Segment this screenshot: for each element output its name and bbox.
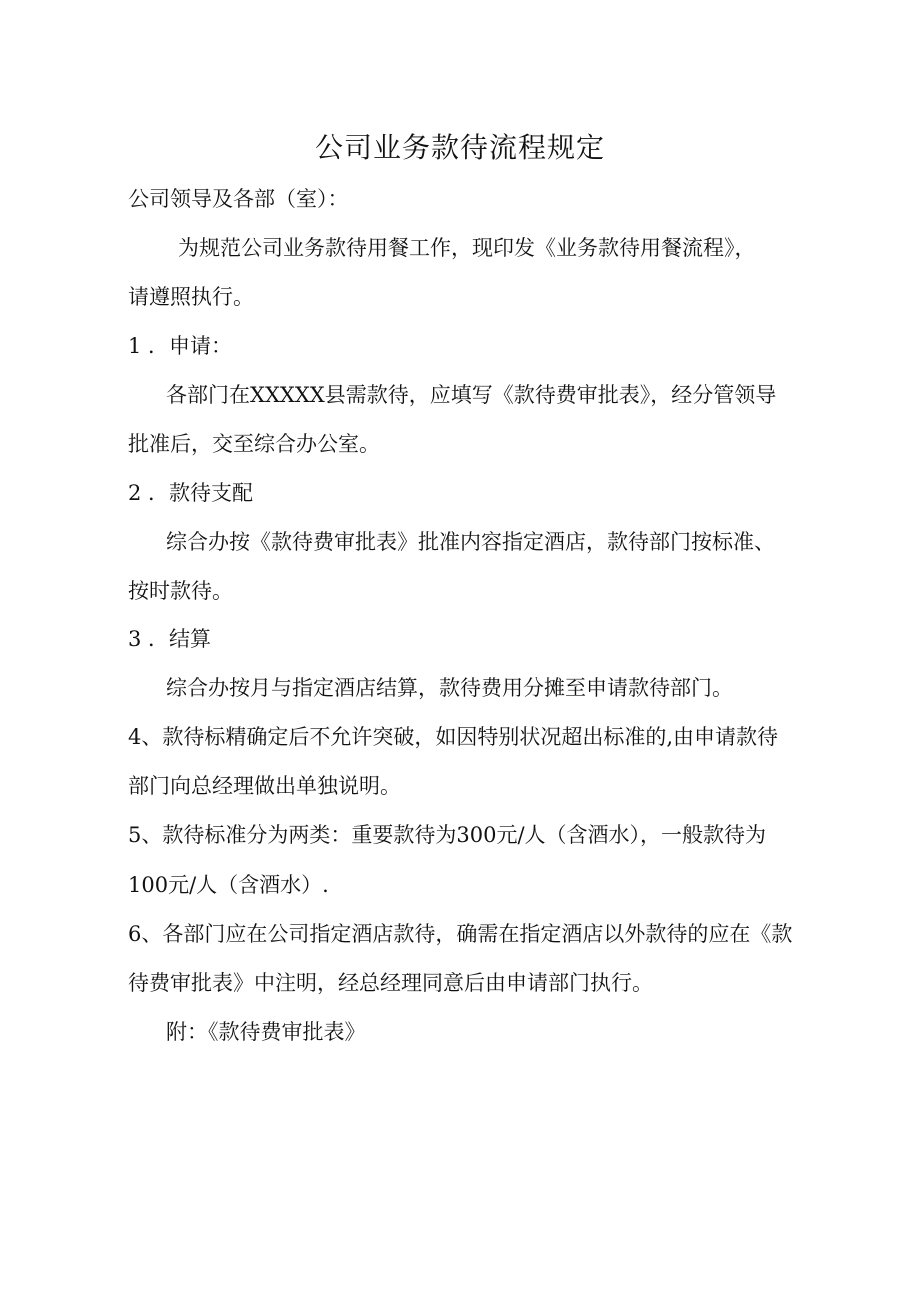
item-4-line-2: 部门向总经理做出单独说明。: [128, 774, 401, 798]
section-3-body-line-1: 综合办按月与指定酒店结算，款待费用分摊至申请款待部门。: [166, 676, 733, 700]
section-1-body-line-1: 各部门在XXXXX县需款待，应填写《款待费审批表》，经分管领导: [166, 383, 777, 407]
section-1-body-line-2: 批准后，交至综合办公室。: [128, 432, 380, 456]
section-3-heading: 3 ．结算: [128, 627, 212, 651]
attachment-note: 附：《款待费审批表》: [166, 1020, 366, 1044]
intro-line-1: 为规范公司业务款待用餐工作，现印发《业务款待用餐流程》，: [178, 236, 756, 260]
item-6-line-2: 待费审批表》中注明，经总经理同意后由申请部门执行。: [128, 971, 653, 995]
section-1-heading: 1 ．申请：: [128, 334, 233, 358]
item-6-line-1: 6、各部门应在公司指定酒店款待，确需在指定酒店以外款待的应在《款: [128, 922, 793, 946]
document-title: 公司业务款待流程规定: [314, 131, 605, 164]
salutation: 公司领导及各部（室）：: [128, 187, 349, 211]
section-2-body-line-1: 综合办按《款待费审批表》批准内容指定酒店，款待部门按标准、: [166, 530, 775, 554]
section-2-body-line-2: 按时款待。: [128, 579, 233, 603]
section-2-heading: 2 ．款待支配: [128, 481, 254, 505]
item-5-line-2: 100元/人（含酒水）.: [128, 873, 329, 897]
item-4-line-1: 4、款待标精确定后不允许突破，如因特别状况超出标准的,由申请款待: [128, 725, 779, 749]
intro-line-2: 请遵照执行。: [128, 285, 254, 309]
item-5-line-1: 5、款待标准分为两类：重要款待为300元/人（含酒水），一般款待为: [128, 823, 767, 847]
